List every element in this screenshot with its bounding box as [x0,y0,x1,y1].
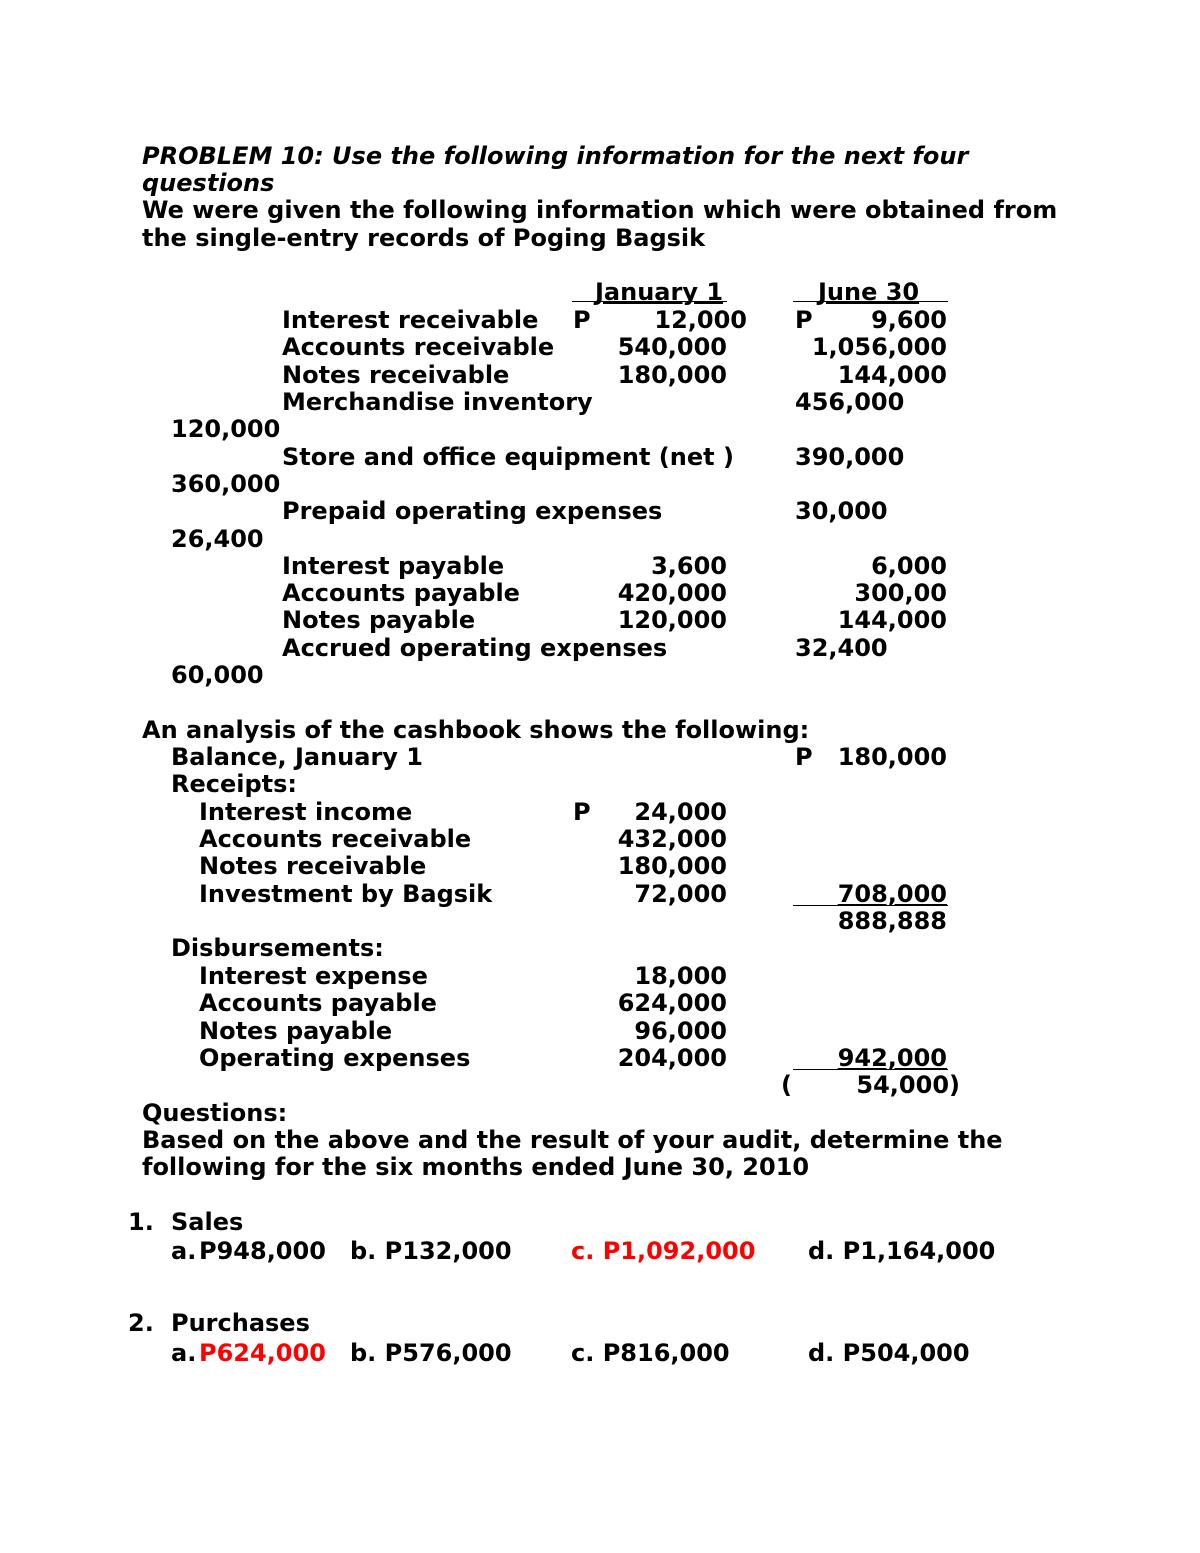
balance-label: Notes payable [282,606,476,634]
question-number: 2. [128,1309,154,1337]
column-header-january-underline [572,301,727,302]
disbursement-value: 18,000 [634,962,727,990]
choice-a-letter: a. [171,1237,197,1265]
questions-intro-line1: Based on the above and the result of your audit, determine the [142,1126,1003,1154]
balance-jun-value: 1,056,000 [811,333,947,361]
balance-jun-value: 30,000 [795,497,888,525]
column-header-june: June 30 [818,278,920,306]
balance-jan-value: 180,000 [617,361,727,389]
receipts-heading: Receipts: [171,770,298,798]
questions-intro-line2: following for the six months ended June 30, 2010 [142,1153,810,1181]
receipt-label: Notes receivable [199,852,427,880]
currency-prefix: P [795,743,813,771]
question-label: Purchases [171,1309,310,1337]
choice-b: b. P132,000 [350,1237,512,1265]
problem-title-line1: PROBLEM 10: Use the following information for the next four [142,142,969,170]
disbursement-label: Accounts payable [199,989,437,1017]
disbursement-value: 96,000 [634,1017,727,1045]
receipt-value: 432,000 [617,825,727,853]
disbursements-heading: Disbursements: [171,934,384,962]
column-header-june-underline [793,301,948,302]
receipt-value: 24,000 [634,798,727,826]
balance-jun-value: 32,400 [795,634,888,662]
receipt-label: Accounts receivable [199,825,472,853]
cashbook-subtotal: 888,888 [837,907,947,935]
question-label: Sales [171,1208,244,1236]
receipts-total-underline [793,905,948,906]
balance-jan-value: 420,000 [617,579,727,607]
balance-jun-value: 144,000 [837,606,947,634]
balance-label: Accounts receivable [282,333,555,361]
balance-label: Merchandise inventory [282,388,593,416]
choice-c: c. P816,000 [571,1339,730,1367]
balance-wrapped-value: 120,000 [171,415,281,443]
balance-label: Interest receivable [282,306,539,334]
choice-d: d. P1,164,000 [808,1237,996,1265]
choice-a-value: P948,000 [199,1237,326,1265]
disbursement-value: 204,000 [617,1044,727,1072]
disbursement-label: Interest expense [199,962,428,990]
disbursement-label: Operating expenses [199,1044,471,1072]
receipt-label: Interest income [199,798,413,826]
currency-prefix: P [573,306,591,334]
choice-a-letter: a. [171,1339,197,1367]
cashbook-balance-value: 180,000 [837,743,947,771]
currency-prefix: P [795,306,813,334]
cashbook-balance-label: Balance, January 1 [171,743,423,771]
choice-a-correct-answer: P624,000 [199,1339,326,1367]
receipts-total: 708,000 [837,880,947,908]
receipt-value: 72,000 [634,880,727,908]
cashbook-heading: An analysis of the cashbook shows the following: [142,716,810,744]
choice-b: b. P576,000 [350,1339,512,1367]
problem-intro-line2: the single-entry records of Poging Bagsik [142,224,706,252]
balance-wrapped-value: 60,000 [171,661,264,689]
disbursement-label: Notes payable [199,1017,393,1045]
disbursement-value: 624,000 [617,989,727,1017]
currency-prefix: P [573,798,591,826]
balance-jun-value: 300,00 [854,579,947,607]
choice-d: d. P504,000 [808,1339,970,1367]
balance-jun-value: 144,000 [837,361,947,389]
balance-jun-value: 456,000 [795,388,905,416]
questions-heading: Questions: [142,1099,288,1127]
balance-jan-value: 540,000 [617,333,727,361]
balance-jan-value: 12,000 [654,306,747,334]
choice-c-correct-answer: c. P1,092,000 [571,1237,756,1265]
balance-jun-value: 9,600 [871,306,947,334]
disbursements-total: 942,000 [837,1044,947,1072]
balance-label: Accounts payable [282,579,520,607]
balance-label: Prepaid operating expenses [282,497,663,525]
column-header-january: January 1 [595,278,724,306]
balance-label: Interest payable [282,552,505,580]
balance-label: Store and office equipment (net ) [282,443,734,471]
balance-jan-value: 3,600 [651,552,727,580]
balance-wrapped-value: 360,000 [171,470,281,498]
ending-balance-open-paren: ( [781,1071,792,1099]
balance-label: Notes receivable [282,361,510,389]
balance-jan-value: 120,000 [617,606,727,634]
receipt-value: 180,000 [617,852,727,880]
balance-wrapped-value: 26,400 [171,525,264,553]
problem-title-line2: questions [142,169,275,197]
balance-jun-value: 6,000 [871,552,947,580]
balance-label: Accrued operating expenses [282,634,668,662]
ending-balance-value: 54,000) [856,1071,960,1099]
receipt-label: Investment by Bagsik [199,880,493,908]
problem-intro-line1: We were given the following information which were obtained from [142,196,1058,224]
balance-jun-value: 390,000 [795,443,905,471]
question-number: 1. [128,1208,154,1236]
disbursements-total-underline [793,1069,948,1070]
